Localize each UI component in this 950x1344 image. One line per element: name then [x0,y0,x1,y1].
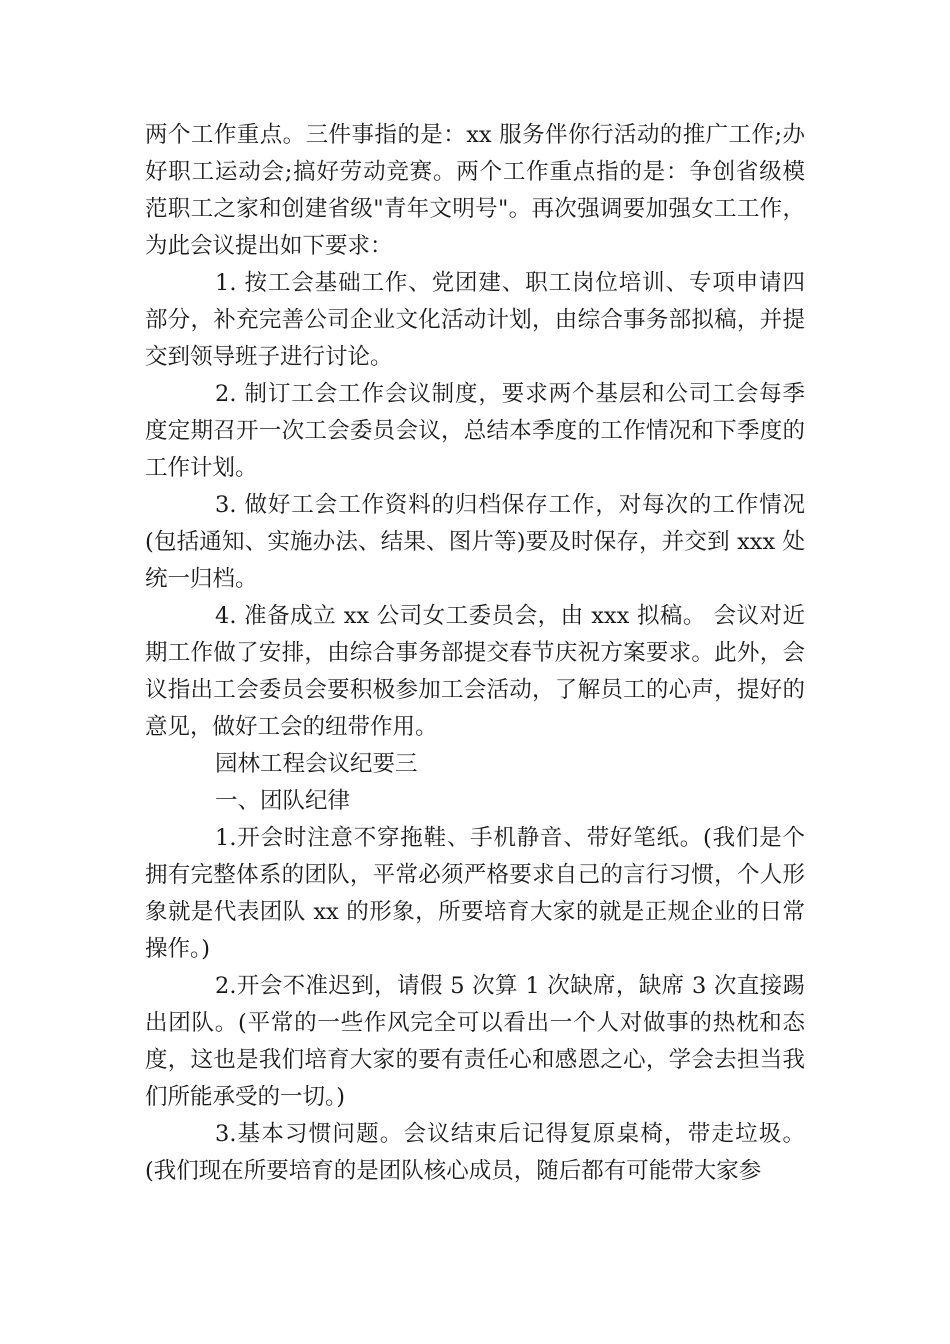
paragraph-item-3: 3. 做好工会工作资料的归档保存工作，对每次的工作情况(包括通知、实施办法、结果、图片等)要及时保存，并交到 xxx 处统一归档。 [145,492,805,592]
paragraph-intro: 两个工作重点。三件事指的是：xx 服务伴你行活动的推广工作;办好职工运动会;搞好劳动竞赛。两个工作重点指的是：争创省级模范职工之家和创建省级"青年文明号"。再次强调要加强女工工作，为此会议提出如下要求： [145,122,805,259]
paragraph-item-4: 4. 准备成立 xx 公司女工委员会，由 xxx 拟稿。 会议对近期工作做了安排，由综合事务部提交春节庆祝方案要求。此外，会议指出工会委员会要积极参加工会活动，了解员工的心声，提好的意见，做好工会的纽带作用。 [145,603,805,740]
rule-item-3: 3.基本习惯问题。会议结束后记得复原桌椅，带走垃圾。(我们现在所要培育的是团队核心成员，随后都有可能带大家参 [145,1121,805,1184]
paragraph-item-2: 2. 制订工会工作会议制度，要求两个基层和公司工会每季度定期召开一次工会委员会议，总结本季度的工作情况和下季度的工作计划。 [145,381,805,481]
section-heading-team-discipline: 一、团队纪律 [215,788,351,814]
rule-item-2: 2.开会不准迟到，请假 5 次算 1 次缺席，缺席 3 次直接踢出团队。(平常的一些作风完全可以看出一个人对做事的热枕和态度，这也是我们培育大家的要有责任心和感恩之心，学会去担当我们所能承受的一切。) [145,973,805,1110]
section-title: 园林工程会议纪要三 [215,751,418,777]
rule-item-1: 1.开会时注意不穿拖鞋、手机静音、带好笔纸。(我们是个拥有完整体系的团队，平常必须严格要求自己的言行习惯，个人形象就是代表团队 xx 的形象，所要培育大家的就是正规企业的日常操作。) [145,825,805,962]
document-body [145,117,805,1190]
paragraph-item-1: 1. 按工会基础工作、党团建、职工岗位培训、专项申请四部分，补充完善公司企业文化活动计划，由综合事务部拟稿，并提交到领导班子进行讨论。 [145,270,805,370]
